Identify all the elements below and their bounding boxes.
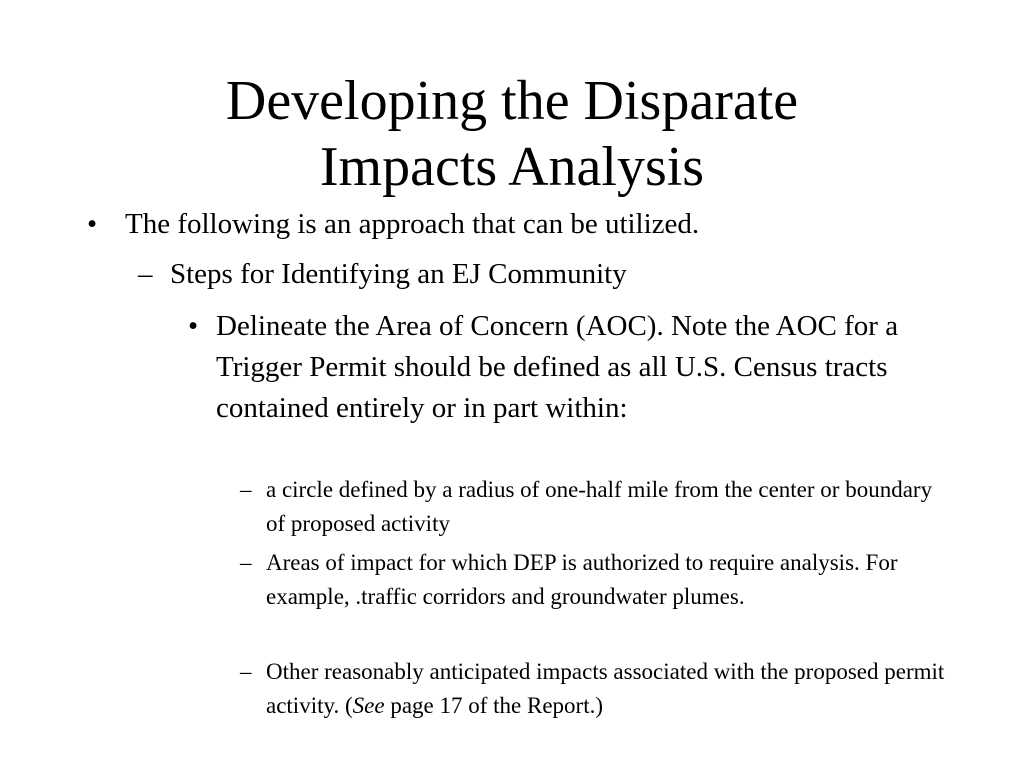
bullet-level-3 [188,306,906,429]
bullet-text: The following is an approach that can be utilized. [125,208,700,240]
sub-item-text-start: Other reasonably anticipated impacts associated with the proposed permit activity. ( [266,659,945,718]
bullet-level-1 [87,206,1005,242]
bullet-marker: • [188,310,199,342]
sub-item-text: Areas of impact for which DEP is authorized to require analysis. For example, .traffic corridors and groundwater plumes. [266,550,898,609]
sub-item-text-end: page 17 of the Report.) [384,693,604,718]
bullet-text: Delineate the Area of Concern (AOC). Note the AOC for a Trigger Permit should be defined as all U.S. Census tracts contained entirely or in part within: [216,310,899,424]
dash-marker: – [138,258,153,290]
title-line-1: Developing the Disparate [225,70,799,132]
bullet-text: Steps for Identifying an EJ Community [170,258,627,290]
dash-marker: – [240,477,252,502]
sub-item-circle [240,473,946,541]
bullet-level-2 [138,256,990,292]
sub-item-text: a circle defined by a radius of one-half mile from the center or boundary of proposed activity [266,477,933,536]
sub-item-areas-of-impact [240,546,946,614]
dash-marker: – [240,659,252,684]
title-line-2: Impacts Analysis [319,136,705,198]
slide-title [0,68,1024,200]
sub-item-other-impacts [240,655,946,723]
see-italic: See [352,693,385,718]
dash-marker: – [240,550,252,575]
bullet-marker: • [87,208,98,240]
